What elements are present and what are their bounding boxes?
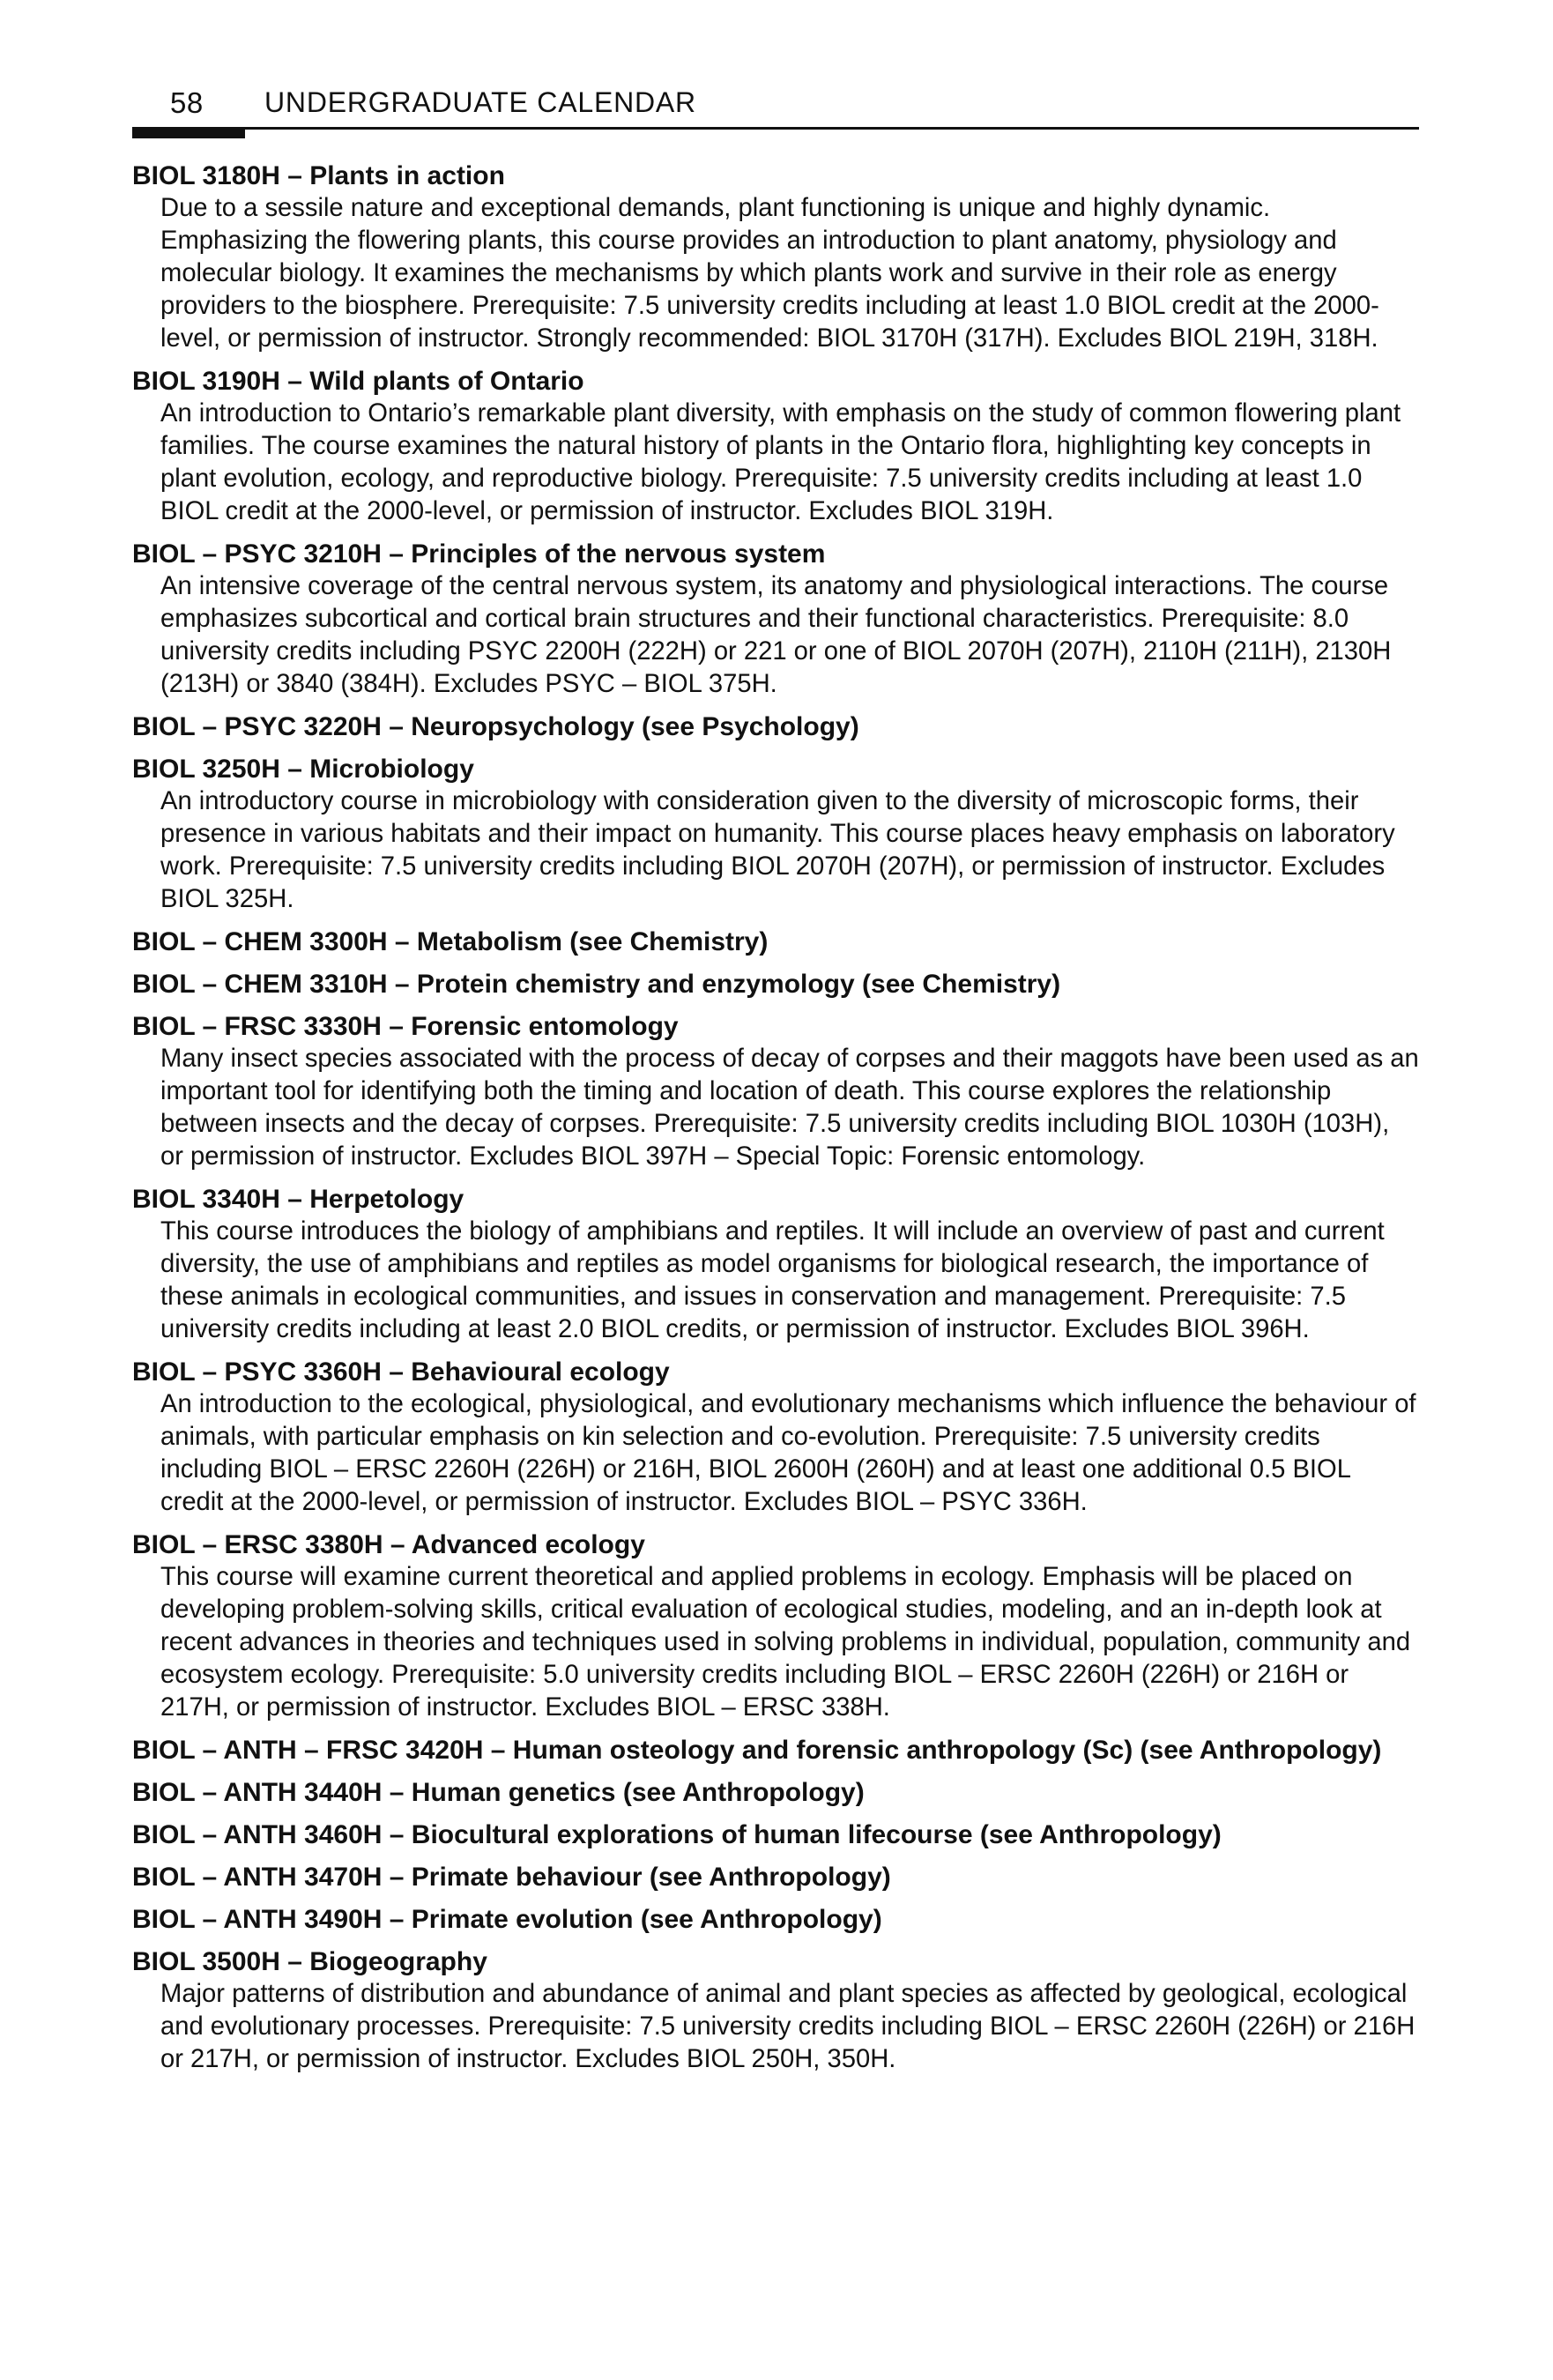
course-entry: [132, 1183, 1419, 1346]
course-entry: [132, 1010, 1419, 1173]
course-title: BIOL 3500H – Biogeography: [132, 1947, 487, 1976]
course-title: BIOL 3250H – Microbiology: [132, 755, 474, 784]
page-number: 58: [170, 86, 204, 119]
header-tab-bar: [132, 128, 245, 138]
course-entry: [132, 710, 1419, 743]
course-entry: [132, 753, 1419, 916]
course-description: An introduction to Ontario’s remarkable plant diversity, with emphasis on the study of common flowering plant families. The course examines the natural history of plants in the Ontario flora, highlighting key concepts in plant evolution, ecology, and reproductive biology. Prerequisite: 7.5 university credits including at least 1.0 BIOL credit at the 2000-level, or permission of instructor. Excludes BIOL 319H.: [160, 399, 1401, 525]
course-title: BIOL – ANTH 3460H – Biocultural explorations of human lifecourse (see Anthropology): [132, 1820, 1222, 1849]
course-entry: [132, 1776, 1419, 1809]
course-title: BIOL 3340H – Herpetology: [132, 1185, 464, 1214]
course-title: BIOL – PSYC 3220H – Neuropsychology (see Psychology): [132, 712, 859, 741]
course-title: BIOL – ERSC 3380H – Advanced ecology: [132, 1530, 645, 1559]
course-title: BIOL – PSYC 3210H – Principles of the nervous system: [132, 539, 826, 569]
course-list: [132, 160, 1419, 2086]
course-description: Due to a sessile nature and exceptional demands, plant functioning is unique and highly dynamic. Emphasizing the flowering plants, this course provides an introduction to plant anatomy, physiology and molecular biology. It examines the mechanisms by which plants work and survive in their role as energy providers to the biosphere. Prerequisite: 7.5 university credits including at least 1.0 BIOL credit at the 2000-level, or permission of instructor. Strongly recommended: BIOL 3170H (317H). Excludes BIOL 219H, 318H.: [160, 194, 1379, 353]
course-entry: [132, 926, 1419, 958]
course-title: BIOL – ANTH 3440H – Human genetics (see Anthropology): [132, 1778, 865, 1807]
course-entry: [132, 160, 1419, 355]
course-description: An introductory course in microbiology with consideration given to the diversity of microscopic forms, their presence in various habitats and their impact on humanity. This course places heavy emphasis on laboratory work. Prerequisite: 7.5 university credits including BIOL 2070H (207H), or permission of instructor. Excludes BIOL 325H.: [160, 787, 1395, 913]
course-description: Major patterns of distribution and abundance of animal and plant species as affected by geological, ecological and evolutionary processes. Prerequisite: 7.5 university credits including BIOL – ERSC 2260H (226H) or 216H or 217H, or permission of instructor. Excludes BIOL 250H, 350H.: [160, 1980, 1416, 2073]
course-description: An intensive coverage of the central nervous system, its anatomy and physiological interactions. The course emphasizes subcortical and cortical brain structures and their functional characteristics. Prerequisite: 8.0 university credits including PSYC 2200H (222H) or 221 or one of BIOL 2070H (207H), 2110H (211H), 2130H (213H) or 3840 (384H). Excludes PSYC – BIOL 375H.: [160, 572, 1392, 698]
course-entry: [132, 1861, 1419, 1893]
course-entry: [132, 1734, 1419, 1766]
course-title: BIOL – ANTH 3470H – Primate behaviour (see Anthropology): [132, 1863, 891, 1892]
course-title: BIOL – ANTH – FRSC 3420H – Human osteology and forensic anthropology (Sc) (see Anthropology): [132, 1736, 1382, 1765]
course-entry: [132, 1356, 1419, 1519]
course-title: BIOL – FRSC 3330H – Forensic entomology: [132, 1012, 679, 1041]
course-title: BIOL 3180H – Plants in action: [132, 161, 505, 190]
course-description: This course introduces the biology of amphibians and reptiles. It will include an overview of past and current diversity, the use of amphibians and reptiles as model organisms for biological research, the importance of these animals in ecological communities, and issues in conservation and management. Prerequisite: 7.5 university credits including at least 2.0 BIOL credits, or permission of instructor. Excludes BIOL 396H.: [160, 1217, 1385, 1343]
course-entry: [132, 365, 1419, 528]
course-title: BIOL – CHEM 3310H – Protein chemistry and enzymology (see Chemistry): [132, 970, 1061, 999]
course-title: BIOL – PSYC 3360H – Behavioural ecology: [132, 1357, 670, 1387]
course-title: BIOL 3190H – Wild plants of Ontario: [132, 367, 584, 396]
course-description: An introduction to the ecological, physiological, and evolutionary mechanisms which influence the behaviour of animals, with particular emphasis on kin selection and co-evolution. Prerequisite: 7.5 university credits including BIOL – ERSC 2260H (226H) or 216H, BIOL 2600H (260H) and at least one additional 0.5 BIOL credit at the 2000-level, or permission of instructor. Excludes BIOL – PSYC 336H.: [160, 1390, 1416, 1516]
course-description: Many insect species associated with the process of decay of corpses and their maggots have been used as an important tool for identifying both the timing and location of death. This course explores the relationship between insects and the decay of corpses. Prerequisite: 7.5 university credits including BIOL 1030H (103H), or permission of instructor. Excludes BIOL 397H – Special Topic: Forensic entomology.: [160, 1045, 1419, 1171]
page-header: [132, 81, 1419, 130]
course-description: This course will examine current theoretical and applied problems in ecology. Emphasis will be placed on developing problem-solving skills, critical evaluation of ecological studies, modeling, and an in-depth look at recent advances in theories and techniques used in solving problems in individual, population, community and ecosystem ecology. Prerequisite: 5.0 university credits including BIOL – ERSC 2260H (226H) or 216H or 217H, or permission of instructor. Excludes BIOL – ERSC 338H.: [160, 1563, 1411, 1722]
course-entry: [132, 968, 1419, 1000]
course-entry: [132, 1528, 1419, 1724]
running-title: UNDERGRADUATE CALENDAR: [264, 86, 696, 118]
course-entry: [132, 1903, 1419, 1936]
course-entry: [132, 538, 1419, 701]
course-title: BIOL – ANTH 3490H – Primate evolution (see Anthropology): [132, 1905, 882, 1934]
course-entry: [132, 1945, 1419, 2076]
course-title: BIOL – CHEM 3300H – Metabolism (see Chemistry): [132, 927, 769, 956]
course-entry: [132, 1818, 1419, 1851]
